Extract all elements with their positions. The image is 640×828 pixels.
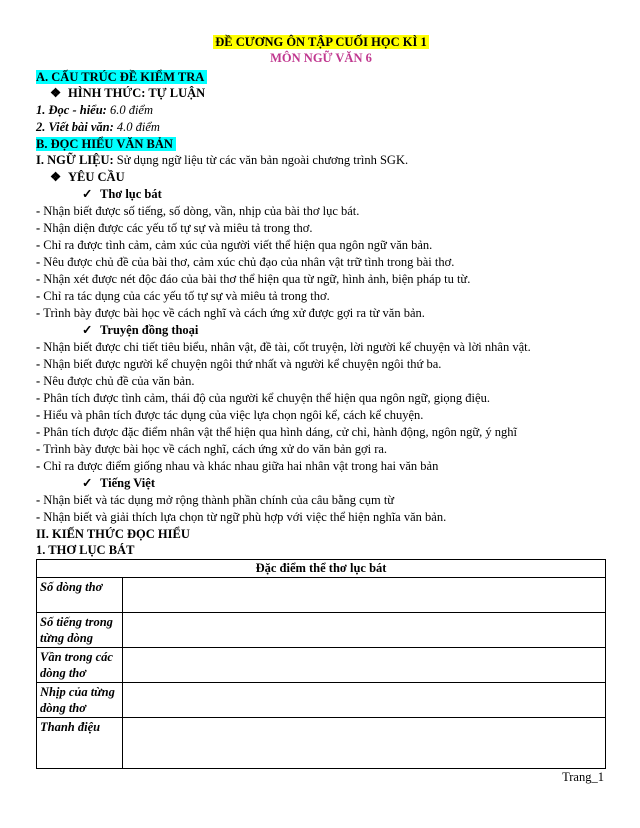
requirement-item: - Nhận xét được nét độc đáo của bài thơ thể hiện qua từ ngữ, hình ảnh, biện pháp tu từ. (36, 272, 471, 286)
row-cell (123, 718, 606, 769)
requirement-item: - Nêu được chủ đề của bài thơ, cảm xúc chủ đạo của nhân vật trữ tình trong bài thơ. (36, 255, 455, 269)
score-item (36, 119, 606, 136)
doc-subtitle: MÔN NGỮ VĂN 6 (270, 51, 372, 65)
requirement-item: - Nêu được chủ đề của văn bản. (36, 374, 195, 388)
score-item (36, 102, 606, 119)
row-label: Nhịp của từng dòng thơ (37, 683, 123, 718)
table-row (37, 648, 606, 683)
check-bullet-icon: ✓ (82, 476, 93, 490)
requirement-item: - Phân tích được tình cảm, thái độ của người kể chuyện thể hiện qua ngôn ngữ, giọng điệu. (36, 391, 490, 405)
requirement-item: - Trình bày được bài học về cách nghĩ và cách ứng xử được gợi ra từ văn bản. (36, 306, 425, 320)
score-value: 4.0 điểm (116, 120, 160, 134)
table-row (37, 718, 606, 769)
row-label: Số tiếng trong từng dòng (37, 613, 123, 648)
requirement-item: - Nhận biết được số tiếng, số dòng, vần, nhịp của bài thơ lục bát. (36, 204, 360, 218)
row-label: Số dòng thơ (37, 578, 123, 613)
features-table (36, 559, 606, 769)
section-a-heading: A. CẤU TRÚC ĐỀ KIỂM TRA (36, 69, 606, 85)
row-cell (123, 613, 606, 648)
diamond-bullet-icon: ❖ (50, 170, 62, 184)
requirement-item: - Trình bày được bài học về cách nghĩ, cách ứng xử do văn bản gợi ra. (36, 442, 388, 456)
requirement-item: - Nhận biết được người kể chuyện ngôi thứ nhất và người kể chuyện ngôi thứ ba. (36, 357, 442, 371)
check-bullet-icon: ✓ (82, 187, 93, 201)
score-label: 2. Viết bài văn: (36, 120, 114, 134)
row-cell (123, 578, 606, 613)
row-cell (123, 683, 606, 718)
group-title: ✓ Thơ lục bát (82, 187, 162, 201)
material-line: I. NGỮ LIỆU: Sử dụng ngữ liệu từ các văn bản ngoài chương trình SGK. (36, 153, 409, 167)
section-ii-sub: 1. THƠ LỤC BÁT (36, 543, 135, 557)
requirement-item: - Phân tích được đặc điểm nhân vật thể hiện qua hình dáng, cử chỉ, hành động, ngôn ngữ, ý nghĩ (36, 425, 518, 439)
requirement-item: - Chỉ ra được tình cảm, cảm xúc của người viết thể hiện qua ngôn ngữ văn bản. (36, 238, 433, 252)
diamond-bullet-icon: ❖ (50, 86, 62, 100)
row-cell (123, 648, 606, 683)
table-row (37, 613, 606, 648)
table-row (37, 578, 606, 613)
requirement-item: - Chỉ ra được điểm giống nhau và khác nhau giữa hai nhân vật trong hai văn bản (36, 459, 439, 473)
requirement-item: - Chỉ ra tác dụng của các yếu tố tự sự và miêu tả trong thơ. (36, 289, 330, 303)
requirement-item: - Hiểu và phân tích được tác dụng của việc lựa chọn ngôi kể, cách kể chuyện. (36, 408, 424, 422)
requirement-item: - Nhận biết và giải thích lựa chọn từ ngữ phù hợp với việc thể hiện nghĩa văn bản. (36, 510, 447, 524)
requirement-item: - Nhận biết và tác dụng mở rộng thành phần chính của câu bằng cụm từ (36, 493, 395, 507)
group-title: ✓ Truyện đồng thoại (82, 323, 199, 337)
doc-title: ĐỀ CƯƠNG ÔN TẬP CUỐI HỌC KÌ 1 (215, 35, 427, 49)
section-ii-heading: II. KIẾN THỨC ĐỌC HIỂU (36, 527, 190, 541)
table-row (37, 683, 606, 718)
row-label: Thanh điệu (37, 718, 123, 769)
score-label: 1. Đọc - hiểu: (36, 103, 107, 117)
requirements-bullet: ❖ YÊU CẦU (50, 170, 125, 184)
requirement-item: - Nhận diện được các yếu tố tự sự và miêu tả trong thơ. (36, 221, 313, 235)
document-page (36, 34, 606, 769)
form-bullet: ❖ HÌNH THỨC: TỰ LUẬN (50, 86, 206, 100)
check-bullet-icon: ✓ (82, 323, 93, 337)
score-value: 6.0 điểm (109, 103, 154, 117)
table-body (37, 578, 606, 769)
page-number: Trang_1 (562, 770, 604, 784)
requirement-groups (36, 186, 606, 526)
section-a-items (36, 102, 606, 136)
row-label: Vần trong các dòng thơ (37, 648, 123, 683)
group-title: ✓ Tiếng Việt (82, 476, 155, 490)
requirement-item: - Nhận biết được chi tiết tiêu biểu, nhân vật, đề tài, cốt truyện, lời người kể chuyện và lời nhân vật. (36, 340, 531, 354)
section-b-heading: B. ĐỌC HIỂU VĂN BẢN (36, 136, 606, 152)
table-header: Đặc điểm thể thơ lục bát (37, 560, 606, 578)
